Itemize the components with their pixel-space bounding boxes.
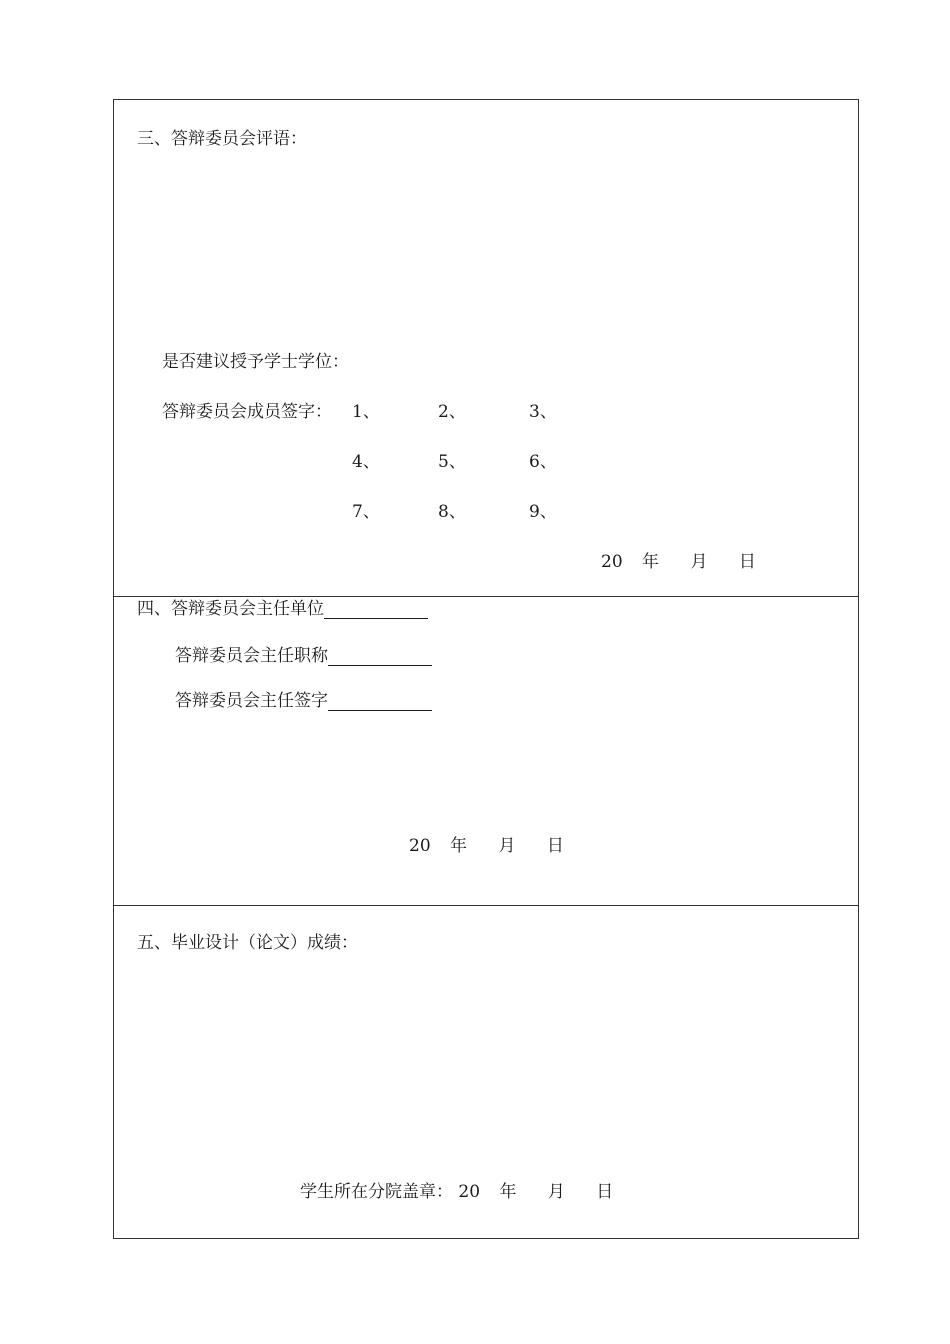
section4-date bbox=[409, 836, 564, 856]
member-signature-3: 3、 bbox=[529, 402, 557, 422]
date-month-label: 月 bbox=[498, 836, 516, 856]
chair-unit-label: 四、答辩委员会主任单位 bbox=[137, 599, 324, 619]
date-year-prefix: 20 bbox=[409, 836, 431, 856]
section3-title: 三、答辩委员会评语： bbox=[137, 129, 307, 149]
defense-record-form bbox=[113, 99, 859, 1239]
date-year-prefix: 20 bbox=[458, 1182, 481, 1202]
chair-signature-blank[interactable] bbox=[328, 691, 432, 711]
chair-title-label: 答辩委员会主任职称 bbox=[175, 646, 328, 666]
member-signature-8: 8、 bbox=[438, 502, 466, 522]
date-year-label: 年 bbox=[642, 552, 660, 572]
section-divider bbox=[114, 905, 858, 906]
chair-signature-row bbox=[175, 691, 432, 711]
committee-signature-label: 答辩委员会成员签字： bbox=[162, 402, 332, 422]
date-day-label: 日 bbox=[546, 836, 564, 856]
chair-unit-blank[interactable] bbox=[324, 599, 428, 619]
date-month-label: 月 bbox=[690, 552, 708, 572]
member-signature-7: 7、 bbox=[352, 502, 380, 522]
member-signature-5: 5、 bbox=[438, 452, 466, 472]
section5-title: 五、毕业设计（论文）成绩： bbox=[137, 933, 358, 953]
date-year-prefix: 20 bbox=[601, 552, 623, 572]
member-signature-2: 2、 bbox=[438, 402, 466, 422]
college-seal-label: 学生所在分院盖章： bbox=[300, 1182, 453, 1202]
chair-title-blank[interactable] bbox=[328, 646, 432, 666]
college-seal-row bbox=[300, 1182, 613, 1202]
member-signature-1: 1、 bbox=[352, 402, 380, 422]
section3-date bbox=[601, 552, 756, 572]
member-signature-4: 4、 bbox=[352, 452, 380, 472]
chair-unit-row bbox=[137, 599, 428, 619]
section-divider bbox=[114, 596, 858, 597]
member-signature-6: 6、 bbox=[529, 452, 557, 472]
chair-signature-label: 答辩委员会主任签字 bbox=[175, 691, 328, 711]
date-day-label: 日 bbox=[596, 1182, 614, 1202]
member-signature-9: 9、 bbox=[529, 502, 557, 522]
date-month-label: 月 bbox=[547, 1182, 565, 1202]
degree-recommendation-label: 是否建议授予学士学位： bbox=[162, 352, 349, 372]
chair-title-row bbox=[175, 646, 432, 666]
date-year-label: 年 bbox=[450, 836, 468, 856]
date-year-label: 年 bbox=[499, 1182, 517, 1202]
date-day-label: 日 bbox=[738, 552, 756, 572]
